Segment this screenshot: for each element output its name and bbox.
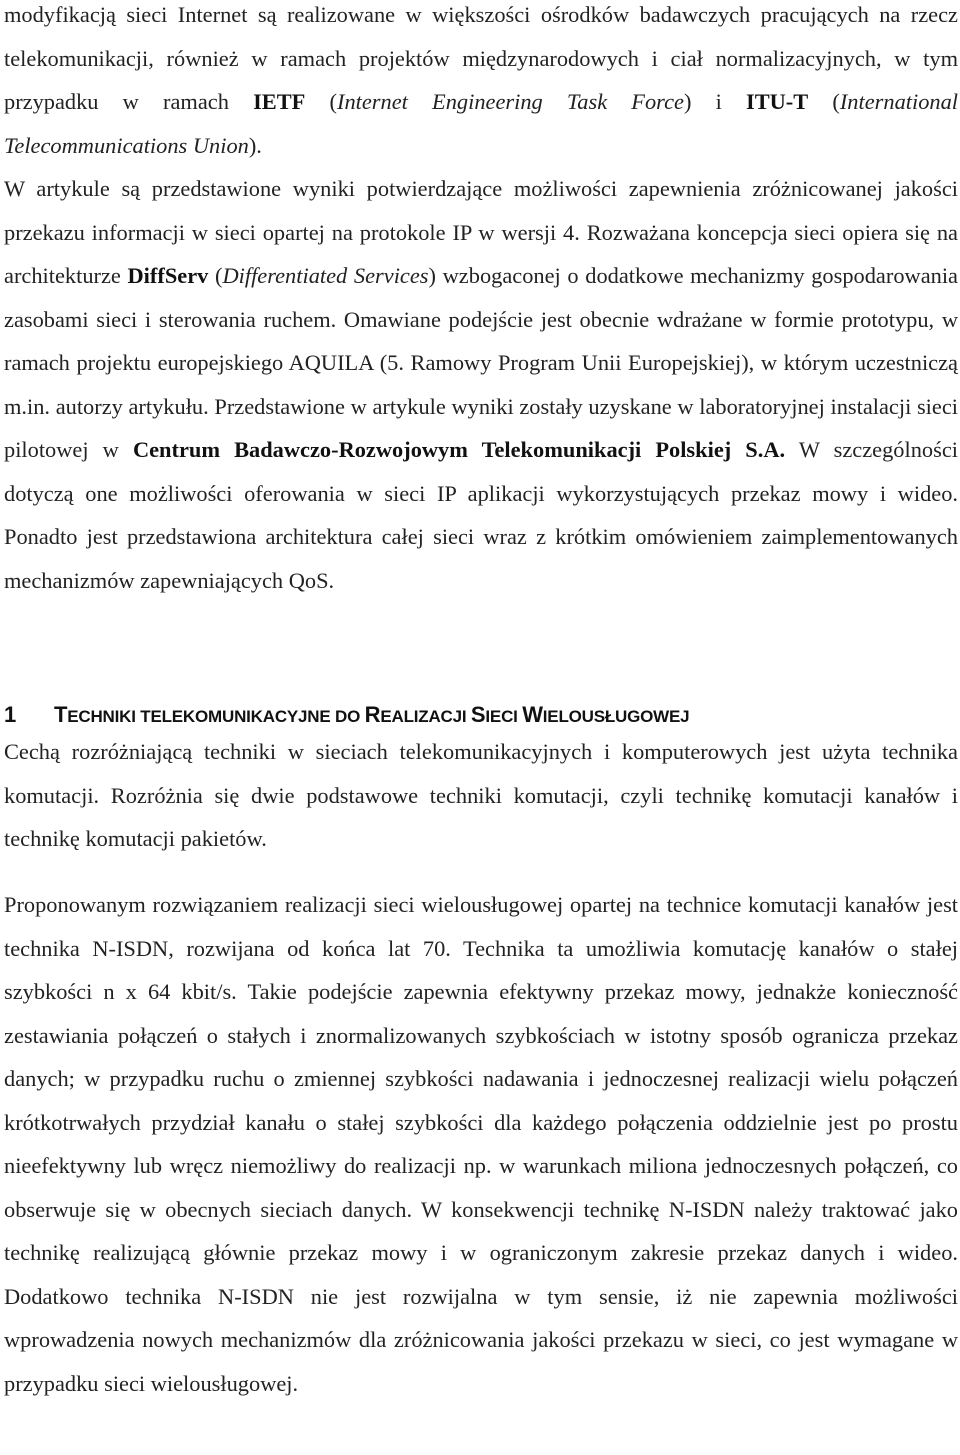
heading-small-6: IELOUSŁUGOWEJ [542, 707, 690, 726]
intro-text-3: ) i [683, 89, 746, 114]
paragraph-n-isdn: Proponowanym rozwiązaniem realizacji sieci wielousługowej opartej na technice komutacji kanałów jest technika N-ISDN, rozwijana od końca lat 70. Technika ta umożliwia komutację kanałów o stałej szybkości n x 64 kbit/s. Takie podejście zapewnia efektywny przekaz mowy, jednakże konieczność zestawiania połączeń o stałych i znormalizowanych szybkościach w istotny sposób ogranicza przekaz danych; w przypadku ruchu o zmiennej szybkości nadawania i jednoczesnej realizacji wielu połączeń krótkotrwałych przydział kanału o stałej szybkości dla każdego połączenia oddzielnie jest po prostu nieefektywny lub wręcz niemożliwy do realizacji np. w warunkach miliona jednoczesnych połączeń, co obserwuje się w obecnych sieciach danych. W konsekwencji technikę N-ISDN należy traktować jako technikę realizującą głównie przekaz mowy i w ograniczonym zakresie przekaz danych i wideo. Dodatkowo technika N-ISDN nie jest rozwijalna w tym sensie, iż nie zapewnia możliwości wprowadzenia nowych mechanizmów dla zróżnicowania jakości przekazu w sieci, co jest wymagane w przypadku sieci wielousługowej. [4, 892, 958, 1396]
heading-small-3: DO [335, 707, 365, 726]
section-number: 1 [4, 702, 17, 727]
intro-text-7: ( [208, 263, 223, 288]
ietf-full-name: Internet Engineering Task Force [336, 89, 684, 114]
paragraph-switching-techniques: Cechą rozróżniającą techniki w sieciach telekomunikacyjnych i komputerowych jest użyta technika komutacji. Rozróżnia się dwie podstawowe techniki komutacji, czyli technikę komutacji kanałów i technikę komutacji pakietów. [4, 739, 958, 851]
intro-text-1: modyfikacją sieci Internet są realizowane w większości ośrodków badawczych pracujących na rzecz telekomunikacji, również w ramach projektów międzynarodowych i ciał normalizacyjnych, w tym przypadku w ramach [4, 2, 958, 114]
diffserv-full-name: Differentiated Services [222, 263, 429, 288]
intro-text-4: ( [808, 89, 840, 114]
ietf-acronym: IETF [253, 89, 306, 114]
itu-acronym: ITU-T [745, 89, 809, 114]
intro-text-6: W artykule są przedstawione wyniki potwierdzające możliwości zapewnienia zróżnicowanej jakości przekazu informacji w sieci opartej na protokole IP w wersji 4. Rozważana koncepcja sieci opiera się na architekturze [4, 176, 958, 288]
heading-small-2: TELEKOMUNIKACYJNE [140, 707, 336, 726]
centrum-name: Centrum Badawczo-Rozwojowym Telekomunikacji Polskiej S.A. [132, 437, 786, 462]
intro-paragraph [4, 0, 958, 602]
heading-small-4: EALIZACJI [380, 707, 471, 726]
heading-cap-r: R [364, 702, 381, 727]
heading-small-1: ECHNIKI [67, 707, 141, 726]
intro-text-5: ). [248, 132, 262, 158]
heading-small-5: IECI [485, 707, 523, 726]
intro-text-2: ( [305, 89, 337, 114]
heading-cap-w: W [522, 702, 543, 727]
heading-cap-t: T [54, 702, 68, 727]
heading-cap-s: S [470, 702, 486, 727]
diffserv-term: DiffServ [127, 263, 209, 288]
intro-text-9: W szczególności dotyczą one możliwości oferowania w sieci IP aplikacji wykorzystujących przekaz mowy i wideo. Ponadto jest przedstawiona architektura całej sieci wraz z krótkim omówieniem zaimplementowanych mechanizmów zapewniających QoS. [4, 437, 958, 593]
intro-text-8: ) wzbogaconej o dodatkowe mechanizmy gospodarowania zasobami sieci i sterowania ruchem. Omawiane podejście jest obecnie wdrażane w formie prototypu, w ramach projektu europejskiego AQUILA (5. Ramowy Program Unii Europejskiej), w którym uczestniczą m.in. autorzy artykułu. Przedstawione w artykule wyniki zostały uzyskane w laboratoryjnej instalacji sieci pilotowej w [4, 263, 958, 462]
itu-full-name: International Telecommunications Union [4, 89, 959, 158]
